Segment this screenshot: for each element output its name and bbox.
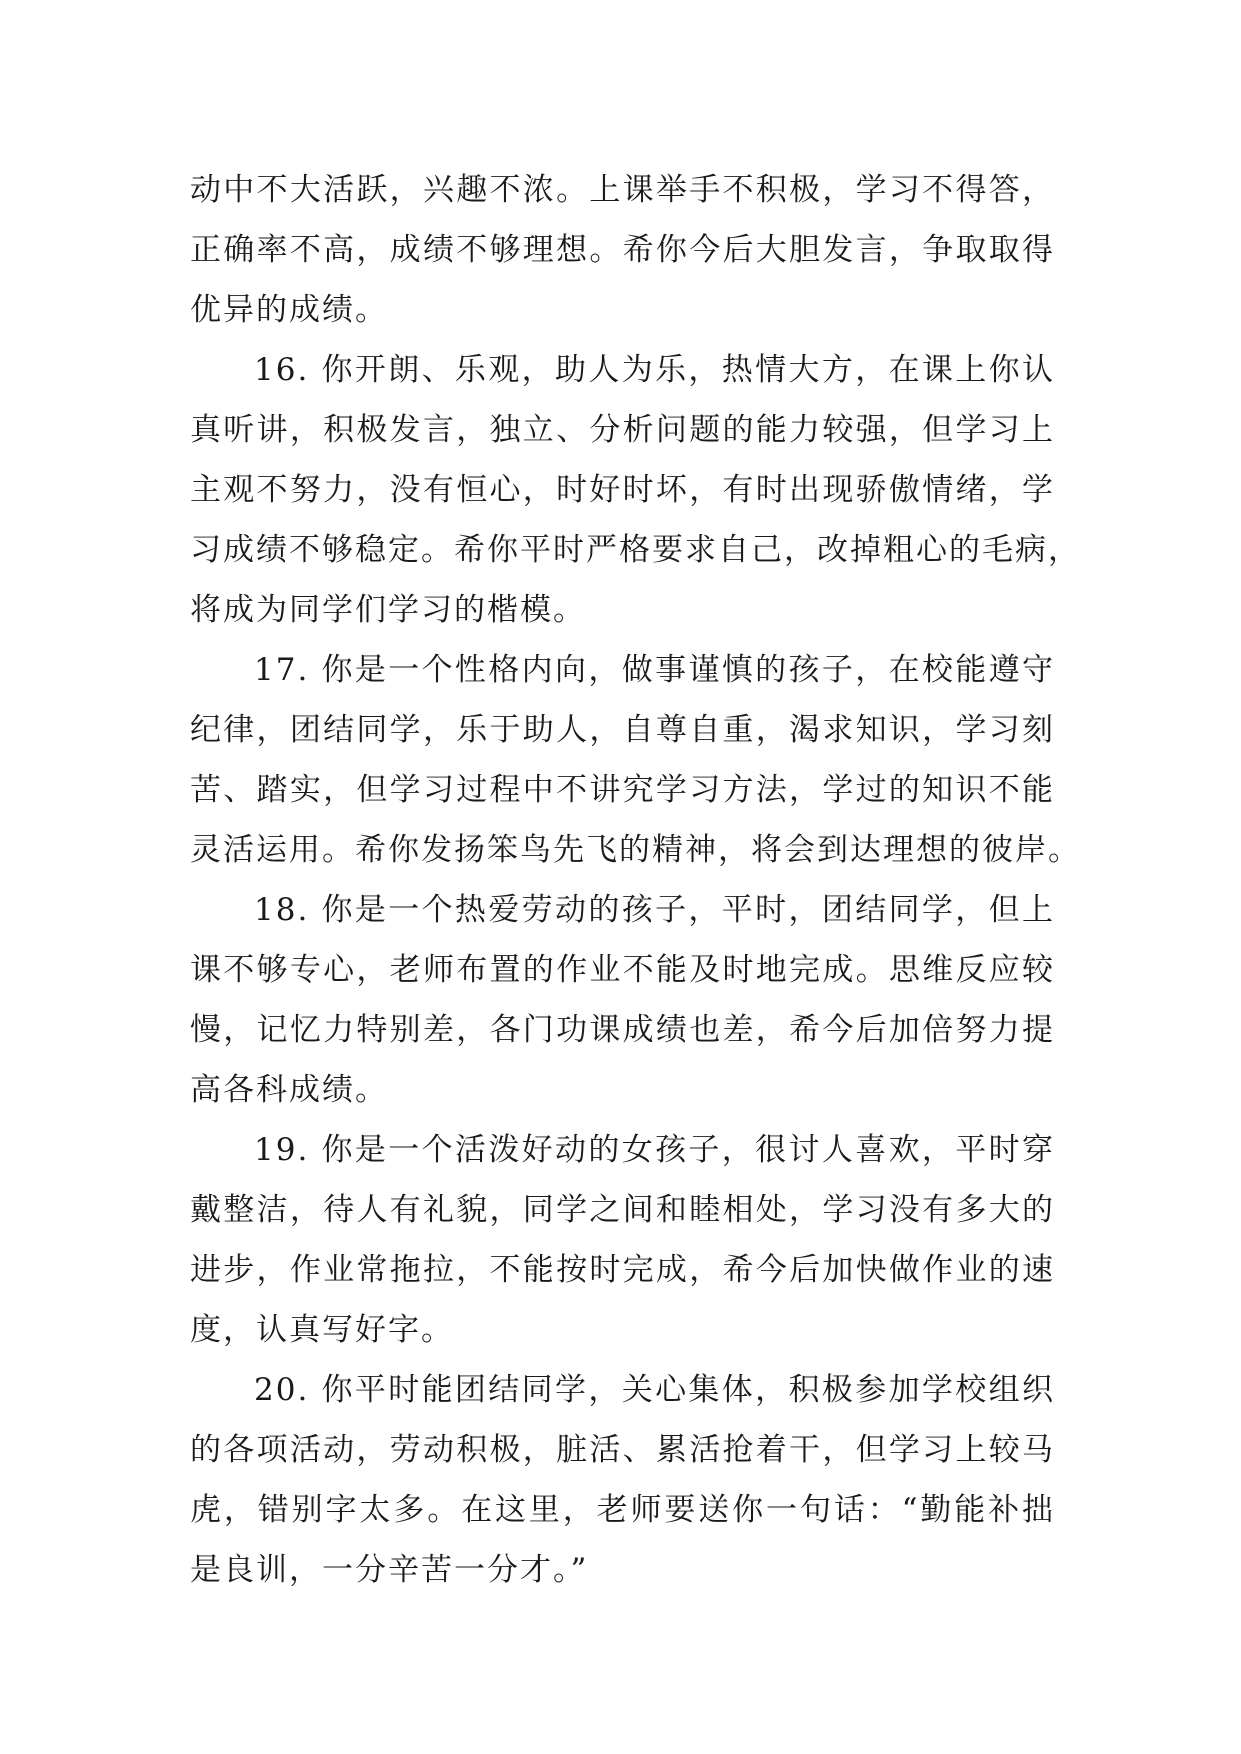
text-line: 16. 你开朗、乐观，助人为乐，热情大方，在课上你认 <box>254 352 1055 388</box>
text-line: 是良训，一分辛苦一分才。” <box>190 1552 589 1588</box>
document-body <box>190 160 1081 1600</box>
paragraph-19 <box>190 1120 1055 1360</box>
paragraph-16 <box>190 340 1081 640</box>
text-line: 习成绩不够稳定。希你平时严格要求自己，改掉粗心的毛病， <box>190 532 1081 568</box>
text-line: 真听讲，积极发言，独立、分析问题的能力较强，但学习上 <box>190 412 1055 448</box>
text-line: 纪律，团结同学，乐于助人，自尊自重，渴求知识，学习刻 <box>190 712 1055 748</box>
text-line: 灵活运用。希你发扬笨鸟先飞的精神，将会到达理想的彼岸。 <box>190 832 1081 868</box>
text-line: 课不够专心，老师布置的作业不能及时地完成。思维反应较 <box>190 952 1055 988</box>
paragraph-15-continued <box>190 160 1055 340</box>
text-line: 动中不大活跃，兴趣不浓。上课举手不积极，学习不得答， <box>190 172 1055 208</box>
text-line: 优异的成绩。 <box>190 292 388 328</box>
text-line: 20. 你平时能团结同学，关心集体，积极参加学校组织 <box>254 1372 1055 1408</box>
paragraph-18 <box>190 880 1055 1120</box>
text-line: 虎，错别字太多。在这里，老师要送你一句话：“勤能补拙 <box>190 1492 1055 1528</box>
text-line: 慢，记忆力特别差，各门功课成绩也差，希今后加倍努力提 <box>190 1012 1055 1048</box>
text-line: 戴整洁，待人有礼貌，同学之间和睦相处，学习没有多大的 <box>190 1192 1055 1228</box>
text-line: 主观不努力，没有恒心，时好时坏，有时出现骄傲情绪，学 <box>190 472 1055 508</box>
text-line: 进步，作业常拖拉，不能按时完成，希今后加快做作业的速 <box>190 1252 1055 1288</box>
text-line: 17. 你是一个性格内向，做事谨慎的孩子，在校能遵守 <box>254 652 1055 688</box>
text-line: 高各科成绩。 <box>190 1072 388 1108</box>
text-line: 的各项活动，劳动积极，脏活、累活抢着干，但学习上较马 <box>190 1432 1055 1468</box>
text-line: 正确率不高，成绩不够理想。希你今后大胆发言，争取取得 <box>190 232 1055 268</box>
paragraph-20 <box>190 1360 1055 1600</box>
text-line: 19. 你是一个活泼好动的女孩子，很讨人喜欢，平时穿 <box>254 1132 1055 1168</box>
paragraph-17 <box>190 640 1081 880</box>
text-line: 苦、踏实，但学习过程中不讲究学习方法，学过的知识不能 <box>190 772 1055 808</box>
text-line: 度，认真写好字。 <box>190 1312 454 1348</box>
text-line: 将成为同学们学习的楷模。 <box>190 592 586 628</box>
text-line: 18. 你是一个热爱劳动的孩子，平时，团结同学，但上 <box>254 892 1055 928</box>
